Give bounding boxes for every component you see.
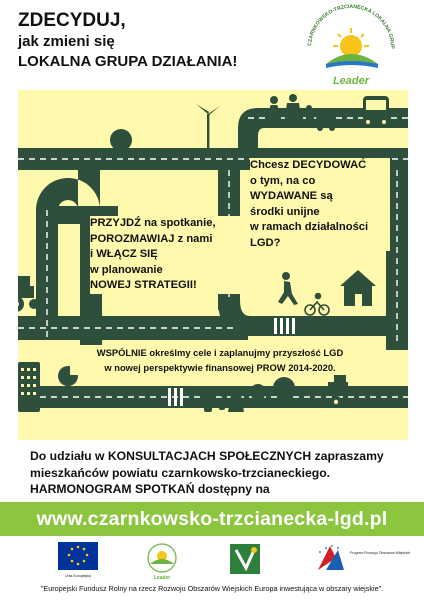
box-come-line: w planowanie <box>90 263 163 276</box>
eu-flag-icon <box>58 542 98 570</box>
sun-icon <box>333 28 369 57</box>
box-together-line: w nowej perspektywie finansowej PROW 2014-2020. <box>104 362 336 373</box>
box-come-line: POROZMAWIAJ z nami <box>90 232 213 245</box>
box-come <box>90 216 240 294</box>
box-decide-line: w ramach działalności <box>250 221 369 233</box>
headline-line-2: jak zmieni się <box>18 33 115 50</box>
box-come-line: i WŁĄCZ SIĘ <box>90 248 158 260</box>
leader-caption: Leader <box>153 575 171 581</box>
info-line: HARMONOGRAM SPOTKAŃ dostępny na <box>30 482 270 496</box>
footnote: "Europejski Fundusz Rolny na rzecz Rozwoju Obszarów Wiejskich Europa inwestująca w obszary wiejskie". <box>40 584 384 593</box>
box-come-line: NOWEJ STRATEGII! <box>90 279 197 291</box>
box-come-line: PRZYJDŹ na spotkanie, <box>90 217 216 229</box>
prow-logo <box>318 545 410 570</box>
box-together <box>70 345 370 375</box>
box-decide <box>250 158 390 251</box>
website-link[interactable]: www.czarnkowsko-trzcianecka-lgd.pl <box>36 508 388 530</box>
headline <box>18 10 288 72</box>
box-decide-line: LGD? <box>250 236 281 249</box>
leader-logo <box>230 544 260 574</box>
bus-icon <box>363 96 389 126</box>
lgd-small-logo <box>148 544 176 581</box>
box-decide-line: o tym, na co <box>250 174 316 187</box>
building-icon <box>18 362 40 412</box>
eu-caption: Unia Europejska <box>65 574 91 578</box>
logo-ring-text: CZARNKOWSKO-TRZCIANECKA LOKALNA GRUP <box>307 3 396 49</box>
logo-caption: Leader <box>332 75 370 87</box>
box-decide-line: środki unijne <box>250 205 320 218</box>
headline-line-3: LOKALNA GRUPA DZIAŁANIA! <box>18 53 238 70</box>
consultation-info <box>30 448 410 498</box>
lgd-logo <box>296 2 406 94</box>
box-decide-line: WYDAWANE są <box>250 190 333 202</box>
info-line: Do udziału w KONSULTACJACH SPOŁECZNYCH zapraszamy <box>30 449 384 463</box>
box-together-line: WSPÓLNIE określmy cele i zaplanujmy przyszłość LGD <box>96 347 344 358</box>
footer-logos <box>0 540 424 582</box>
headline-line-1: ZDECYDUJ, <box>18 10 126 31</box>
prow-caption: Program Rozwoju Obszarów Wiejskich <box>350 551 411 555</box>
info-line: mieszkańców powiatu czarnkowsko-trzcianeckiego. <box>30 465 331 480</box>
box-decide-line: Chcesz DECYDOWAĆ <box>250 159 367 171</box>
